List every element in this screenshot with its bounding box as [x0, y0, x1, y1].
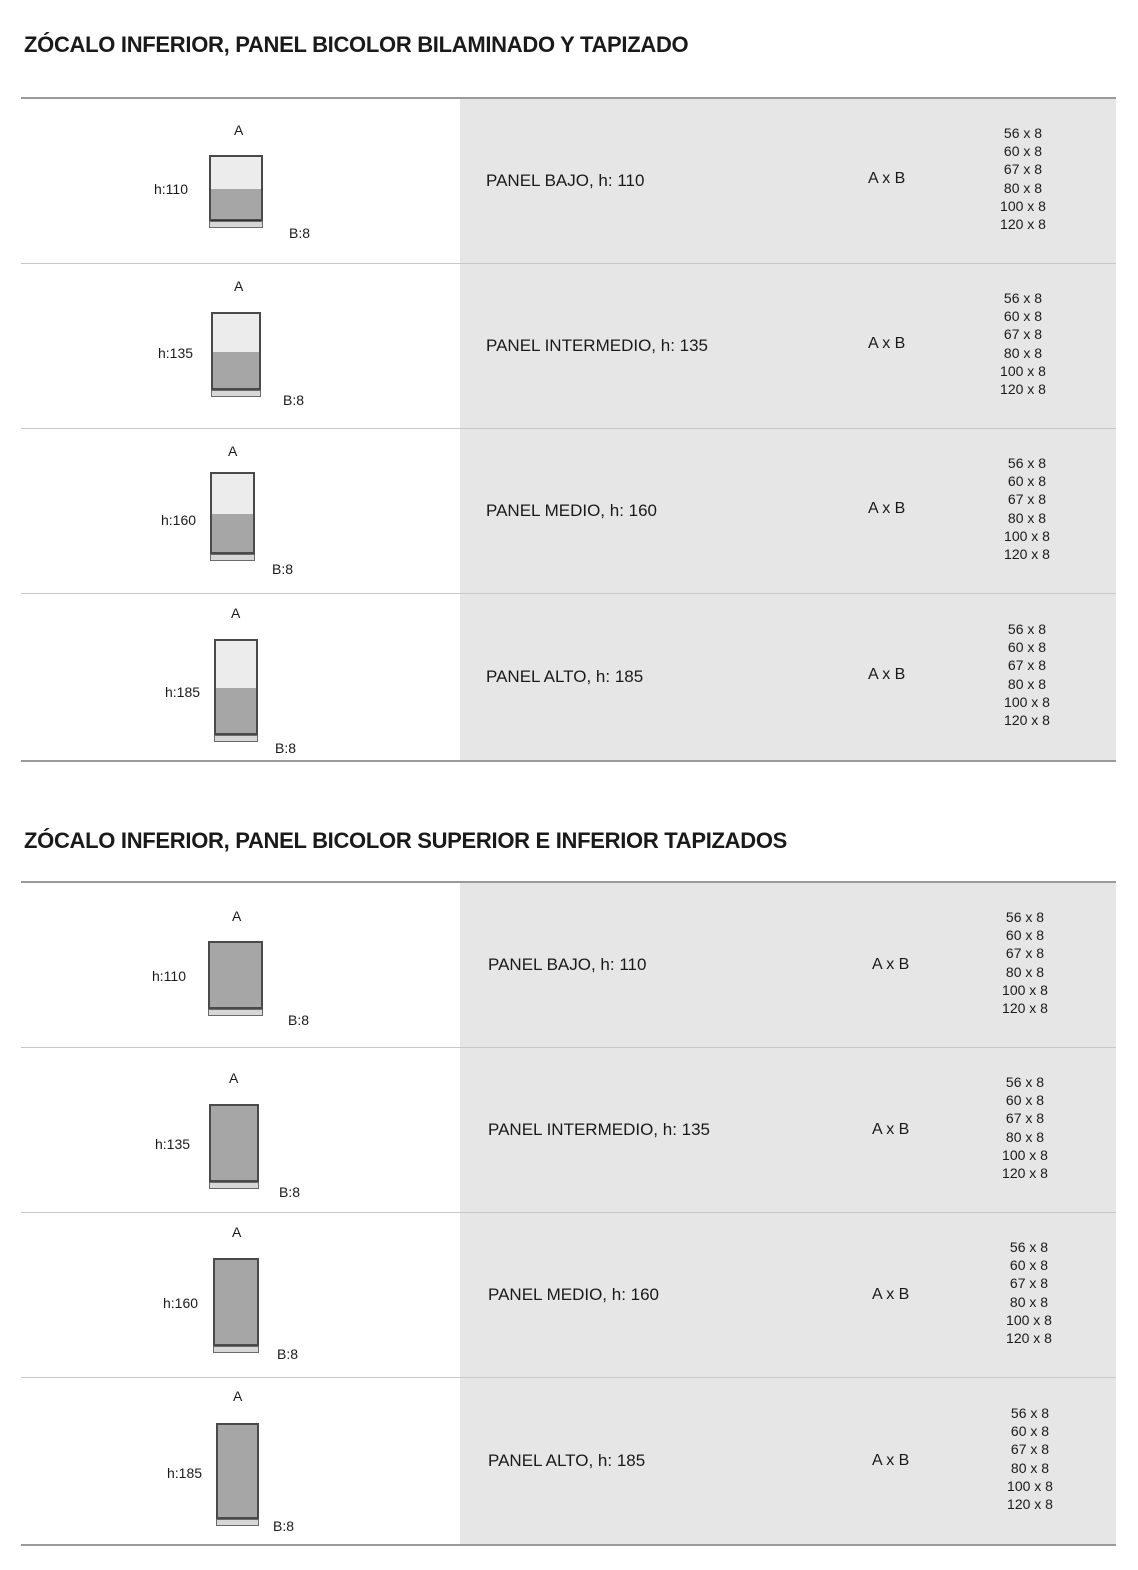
panel-drawing-cell [21, 264, 460, 428]
section-title: ZÓCALO INFERIOR, PANEL BICOLOR SUPERIOR E INFERIOR TAPIZADOS [24, 828, 788, 853]
panel-drawing [208, 941, 263, 1009]
dimension-b-label: B:8 [273, 1518, 295, 1534]
size-item: 120 x 8 [1000, 381, 1046, 398]
size-item: 67 x 8 [1003, 161, 1043, 178]
dimension-b-label: B:8 [279, 1184, 301, 1200]
size-item: 67 x 8 [1003, 326, 1043, 343]
panel-name: PANEL BAJO, h: 110 [486, 171, 645, 190]
dimension-b-label: B:8 [283, 392, 305, 408]
panel-info-cell [460, 594, 1116, 760]
size-item: 60 x 8 [1005, 927, 1045, 944]
size-item: 67 x 8 [1007, 657, 1047, 674]
panel-drawing-cell [21, 594, 460, 760]
dimension-b-label: B:8 [272, 561, 294, 577]
size-item: 67 x 8 [1010, 1441, 1050, 1458]
size-item: 56 x 8 [1010, 1405, 1050, 1422]
size-item: 56 x 8 [1003, 125, 1043, 142]
size-item: 80 x 8 [1005, 1128, 1045, 1145]
plinth-drawing [214, 735, 258, 742]
size-item: 80 x 8 [1007, 509, 1047, 526]
panel-drawing-cell [21, 99, 460, 263]
panel-table [21, 881, 1116, 1546]
panel-drawing-cell [21, 1213, 460, 1377]
dimension-a-label: A [229, 1070, 239, 1086]
size-item: 80 x 8 [1007, 675, 1047, 692]
size-item: 60 x 8 [1010, 1423, 1050, 1440]
panel-info-cell [460, 1213, 1116, 1377]
size-item: 100 x 8 [1006, 1312, 1052, 1329]
size-item: 100 x 8 [1000, 198, 1046, 215]
size-item: 100 x 8 [1004, 694, 1050, 711]
size-item: 67 x 8 [1005, 1110, 1045, 1127]
dimension-a-label: A [232, 1224, 242, 1240]
dimension-format: A x B [872, 1121, 910, 1138]
plinth-drawing [209, 1182, 259, 1189]
plinth-drawing [213, 1346, 259, 1353]
dimension-a-label: A [231, 605, 241, 621]
panel-name: PANEL ALTO, h: 185 [488, 1451, 646, 1470]
dimension-h-label: h:110 [152, 968, 186, 984]
sizes-list [988, 124, 1058, 233]
panel-info-cell [460, 99, 1116, 263]
panel-name: PANEL MEDIO, h: 160 [486, 501, 658, 520]
dimension-h-label: h:135 [158, 345, 194, 361]
sizes-list [994, 1238, 1064, 1347]
size-item: 56 x 8 [1007, 621, 1047, 638]
panel-info-cell [460, 429, 1116, 593]
dimension-h-label: h:135 [155, 1136, 191, 1152]
dimension-format: A x B [868, 666, 906, 684]
dimension-a-label: A [232, 908, 242, 924]
table-row [21, 99, 1116, 264]
panel-name: PANEL ALTO, h: 185 [486, 667, 644, 686]
sizes-list [988, 289, 1058, 398]
panel-drawing [209, 155, 263, 221]
size-item: 100 x 8 [1000, 363, 1046, 380]
panel-drawing [209, 1104, 259, 1182]
section-title: ZÓCALO INFERIOR, PANEL BICOLOR BILAMINADO Y TAPIZADO [24, 32, 689, 57]
size-item: 56 x 8 [1005, 909, 1045, 926]
dimension-b-label: B:8 [289, 225, 311, 241]
size-item: 60 x 8 [1009, 1257, 1049, 1274]
size-item: 100 x 8 [1002, 1147, 1048, 1164]
dimension-a-label: A [233, 1388, 243, 1404]
size-item: 67 x 8 [1007, 491, 1047, 508]
size-item: 100 x 8 [1002, 982, 1048, 999]
size-item: 56 x 8 [1003, 290, 1043, 307]
dimension-format: A x B [868, 335, 906, 353]
size-item: 60 x 8 [1003, 143, 1043, 160]
dimension-format: A x B [868, 500, 906, 518]
panel-drawing [211, 312, 261, 390]
plinth-drawing [208, 1009, 263, 1016]
panel-name: PANEL INTERMEDIO, h: 135 [486, 336, 709, 355]
dimension-a-label: A [234, 278, 244, 294]
size-item: 60 x 8 [1007, 473, 1047, 490]
dimension-b-label: B:8 [277, 1346, 299, 1362]
dimension-h-label: h:185 [167, 1465, 203, 1481]
size-item: 56 x 8 [1007, 455, 1047, 472]
panel-name: PANEL INTERMEDIO, h: 135 [488, 1120, 711, 1139]
table-row [21, 429, 1116, 594]
dimension-a-label: A [228, 443, 238, 459]
panel-name: PANEL BAJO, h: 110 [488, 955, 647, 974]
plinth-drawing [216, 1519, 259, 1526]
size-item: 120 x 8 [1006, 1330, 1052, 1347]
panel-drawing [216, 1423, 259, 1519]
size-item: 56 x 8 [1005, 1074, 1045, 1091]
plinth-drawing [209, 221, 263, 228]
panel-info-cell [460, 264, 1116, 428]
panel-drawing-cell [21, 1048, 460, 1212]
table-row [21, 1378, 1116, 1544]
table-row [21, 1048, 1116, 1213]
sizes-list [992, 454, 1062, 563]
size-item: 100 x 8 [1007, 1478, 1053, 1495]
size-item: 56 x 8 [1009, 1239, 1049, 1256]
table-row [21, 594, 1116, 760]
size-item: 120 x 8 [1002, 1165, 1048, 1182]
dimension-format: A x B [872, 1286, 910, 1303]
dimension-h-label: h:110 [154, 181, 188, 197]
plinth-drawing [210, 554, 255, 561]
panel-drawing-cell [21, 429, 460, 593]
dimension-format: A x B [868, 170, 906, 188]
panel-info-cell [460, 883, 1116, 1047]
size-item: 120 x 8 [1002, 1000, 1048, 1017]
dimension-h-label: h:185 [165, 684, 201, 700]
size-item: 67 x 8 [1005, 945, 1045, 962]
dimension-h-label: h:160 [163, 1295, 199, 1311]
size-item: 120 x 8 [1000, 216, 1046, 233]
panel-info-cell [460, 1378, 1116, 1544]
table-row [21, 883, 1116, 1048]
size-item: 120 x 8 [1007, 1496, 1053, 1513]
sizes-list [995, 1404, 1065, 1513]
sizes-list [990, 908, 1060, 1017]
size-item: 67 x 8 [1009, 1275, 1049, 1292]
panel-drawing-cell [21, 1378, 460, 1544]
sizes-list [992, 620, 1062, 729]
table-row [21, 264, 1116, 429]
size-item: 80 x 8 [1010, 1459, 1050, 1476]
sizes-list [990, 1073, 1060, 1182]
table-row [21, 1213, 1116, 1378]
size-item: 80 x 8 [1003, 179, 1043, 196]
dimension-format: A x B [872, 1452, 910, 1469]
size-item: 120 x 8 [1004, 546, 1050, 563]
size-item: 120 x 8 [1004, 712, 1050, 729]
size-item: 100 x 8 [1004, 528, 1050, 545]
size-item: 60 x 8 [1005, 1092, 1045, 1109]
panel-info-cell [460, 1048, 1116, 1212]
size-item: 60 x 8 [1007, 639, 1047, 656]
panel-drawing [210, 472, 255, 554]
panel-drawing [213, 1258, 259, 1346]
dimension-a-label: A [234, 122, 244, 138]
panel-drawing-cell [21, 883, 460, 1047]
size-item: 80 x 8 [1005, 963, 1045, 980]
dimension-h-label: h:160 [161, 512, 197, 528]
dimension-format: A x B [872, 956, 910, 973]
panel-name: PANEL MEDIO, h: 160 [488, 1285, 660, 1304]
plinth-drawing [211, 390, 261, 397]
dimension-b-label: B:8 [275, 740, 297, 756]
dimension-b-label: B:8 [288, 1012, 310, 1028]
size-item: 60 x 8 [1003, 308, 1043, 325]
size-item: 80 x 8 [1003, 344, 1043, 361]
panel-drawing [214, 639, 258, 735]
size-item: 80 x 8 [1009, 1293, 1049, 1310]
panel-table [21, 97, 1116, 762]
